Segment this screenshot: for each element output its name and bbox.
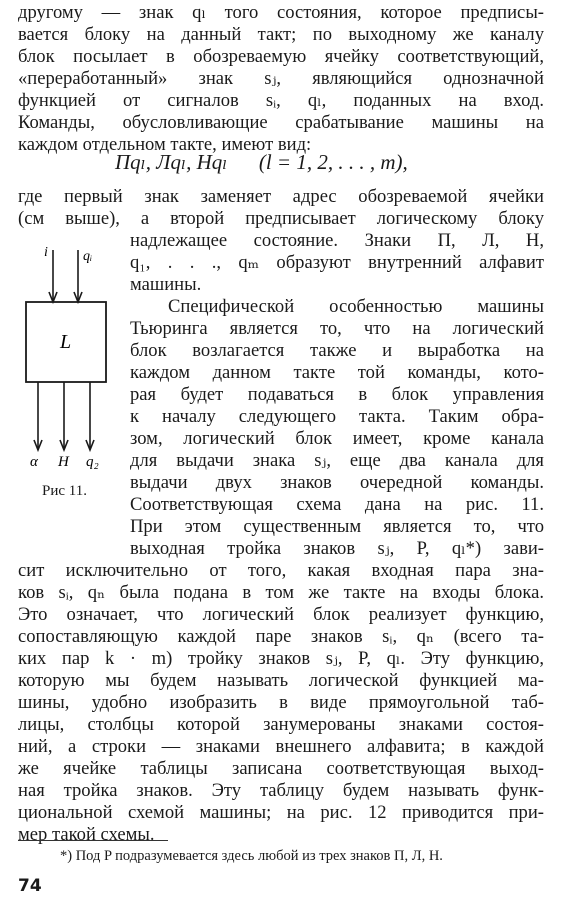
text-line: выдачи двух знаков очередной команды. xyxy=(130,472,544,493)
text-line: (см выше), а второй предписывает логическому блоку xyxy=(18,208,544,229)
text-line: функцией от сигналов sᵢ, qₗ, поданных на вход. xyxy=(18,90,544,111)
text-line: каждом отдельном такте, имеют вид: xyxy=(18,134,312,155)
input-label: i xyxy=(44,245,48,260)
text-line: каждом данном такте той команды, кото- xyxy=(130,362,544,383)
text-line: циональной схемой машины; на рис. 12 приводится при- xyxy=(18,802,544,823)
text-line: к началу следующего такта. Таким обра- xyxy=(130,406,544,427)
footnote-rule xyxy=(18,840,168,841)
text-line: блок возлагается также и выработка на xyxy=(130,340,544,361)
text-line: лицы, столбцы которой занумерованы знаками состоя- xyxy=(18,714,544,735)
text-line: мер такой схемы. xyxy=(18,824,155,845)
text-line: зом, логический блок имеет, кроме канала xyxy=(130,428,544,449)
text-line: блок посылает в обозреваемую ячейку соответствующий, xyxy=(18,46,544,67)
text-line: которую мы будем называть логической функцией ма- xyxy=(18,670,544,691)
text-line: Команды, обусловливающие срабатывание машины на xyxy=(18,112,544,133)
text-line: вается блоку на данный такт; по выходному же каналу xyxy=(18,24,544,45)
text-line: где первый знак заменяет адрес обозреваемой ячейки xyxy=(18,186,544,207)
block-diagram xyxy=(18,240,123,470)
text-line: Соответствующая схема дана на рис. 11. xyxy=(130,494,544,515)
text-line: ний, а строки — знаками внешнего алфавита; в каждой xyxy=(18,736,544,757)
text-line: выходная тройка знаков sⱼ, P, qₗ*) зави- xyxy=(130,538,544,559)
text-line: ков sᵢ, qₙ была подана в том же такте на входы блока. xyxy=(18,582,544,603)
text-line: «переработанный» знак sⱼ, являющийся однозначной xyxy=(18,68,544,89)
text-line: q₁, . . ., qₘ образуют внутренний алфавит xyxy=(130,252,544,273)
text-line: другому — знак qₗ того состояния, которое предписы- xyxy=(18,2,544,23)
footnote: *) Под P подразумевается здесь любой из трех знаков П, Л, Н. xyxy=(60,848,443,864)
text-line: При этом существенным является то, что xyxy=(130,516,544,537)
text-line: Тьюринга является то, что на логический xyxy=(130,318,544,339)
text-line: Специфической особенностью машины xyxy=(168,296,544,317)
input-label: qᵢ xyxy=(83,249,93,264)
text-line: шины, удобно изобразить в виде прямоугольной таб- xyxy=(18,692,544,713)
text-line: надлежащее состояние. Знаки П, Л, Н, xyxy=(130,230,544,251)
formula: Пqₗ, Лqₗ, Нqₗ (l = 1, 2, . . . , m), xyxy=(115,150,408,174)
text-line: рая будет подаваться в блок управления xyxy=(130,384,544,405)
text-line: ких пар k · m) тройку знаков sⱼ, P, qₗ. Эту функцию, xyxy=(18,648,544,669)
output-label: α xyxy=(30,454,38,470)
output-label: H xyxy=(58,454,69,470)
output-label: q₂ xyxy=(86,454,99,470)
text-line: сит исключительно от того, какая входная пара зна- xyxy=(18,560,544,581)
figure-caption: Рис 11. xyxy=(42,483,87,499)
text-line: для выдачи знака sⱼ, еще два канала для xyxy=(130,450,544,471)
text-line: сопоставляющую каждой паре знаков sᵢ, qₙ (всего та- xyxy=(18,626,544,647)
text-line: же ячейке таблицы записана соответствующая выход- xyxy=(18,758,544,779)
page-number: 74 xyxy=(18,876,42,896)
text-line: машины. xyxy=(130,274,202,295)
text-line: Это означает, что логический блок реализует функцию, xyxy=(18,604,544,625)
block-label: L xyxy=(60,331,72,353)
text-line: ная тройка знаков. Эту таблицу будем называть функ- xyxy=(18,780,544,801)
